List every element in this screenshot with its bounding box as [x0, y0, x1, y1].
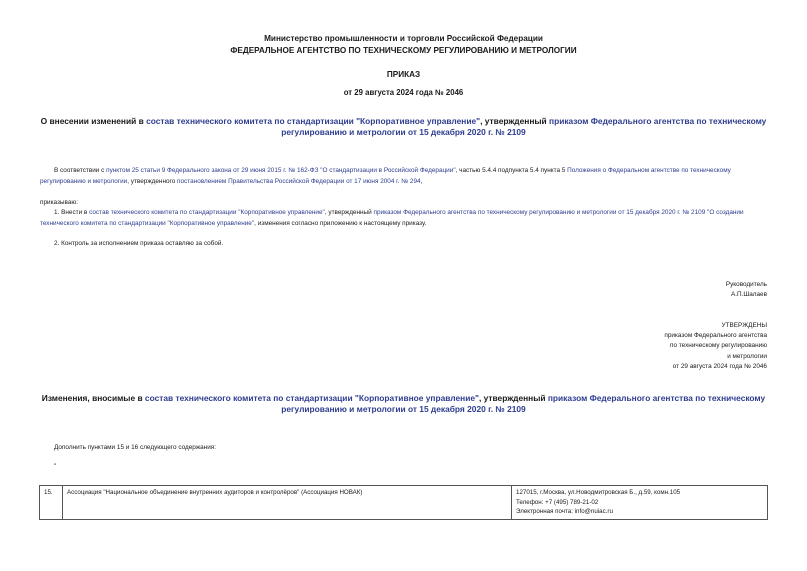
- item-1-text: , изменения согласно приложению к настоящему приказу.: [254, 219, 427, 227]
- appendix-title-text: Изменения, вносимые в: [41, 393, 145, 403]
- appendix-title: [40, 393, 767, 415]
- preamble-link-decree[interactable]: постановлением Правительства Российской Федерации от 17 июня 2004 г. № 294: [177, 177, 421, 185]
- item-1-text: , утвержденный: [324, 209, 374, 216]
- appendix-title-link-committee[interactable]: состав технического комитета по стандартизации "Корпоративное управление": [144, 393, 479, 403]
- appendix-title-text: , утвержденный: [478, 393, 548, 403]
- approval-line: по техническому регулированию: [670, 342, 767, 350]
- title-text: О внесении изменений в: [40, 116, 147, 126]
- quote-mark: ": [54, 463, 57, 470]
- approval-block: [664, 321, 767, 372]
- title-text: , утвержденный: [480, 116, 550, 126]
- ministry-name: Министерство промышленности и торговли Российской Федерации: [264, 34, 543, 43]
- preamble-paragraph: [40, 166, 770, 187]
- document-title: [40, 116, 767, 138]
- item-1-paragraph: [40, 208, 770, 229]
- signature-name: А.П.Шалаев: [730, 291, 767, 299]
- table-row: [40, 486, 768, 520]
- item-1-text: 1. Внести в: [54, 209, 90, 216]
- item-1-link-committee[interactable]: состав технического комитета по стандартизации "Корпоративное управление": [89, 209, 325, 216]
- approval-line: и метрологии: [727, 352, 767, 360]
- preamble-text: , частью 5.4.4 подпункта 5.4 пункта 5: [455, 167, 568, 174]
- preamble-link-regulation[interactable]: Положения о Федеральном агентстве по техническому регулированию и метрологии: [40, 167, 731, 185]
- preamble-text: , утвержденного: [127, 177, 178, 185]
- preamble-link-law[interactable]: пунктом 25 статьи 9 Федерального закона от 29 июня 2015 г. № 162-ФЗ "О стандартизации в Российской Федерации": [106, 167, 456, 174]
- title-link-committee[interactable]: состав технического комитета по стандартизации "Корпоративное управление": [146, 116, 481, 126]
- table-cell-contacts: [512, 486, 768, 520]
- signature-position: Руководитель: [725, 281, 767, 288]
- preamble-text: ,: [420, 177, 423, 185]
- table-cell-organization: Ассоциация "Национальное объединение внутренних аудиторов и контролёров" (Ассоциация НОВАК): [63, 486, 512, 520]
- approval-line: от 29 августа 2024 года № 2046: [672, 362, 767, 370]
- approval-line: приказом Федерального агентства: [664, 332, 767, 340]
- table-cell-number: 15.: [40, 486, 63, 520]
- supplement-text: Дополнить пунктами 15 и 16 следующего содержания:: [54, 444, 216, 451]
- item-2-paragraph: 2. Контроль за исполнением приказа оставляю за собой.: [54, 240, 224, 247]
- document-type: ПРИКАЗ: [386, 70, 421, 79]
- order-word: приказываю:: [40, 199, 78, 206]
- appendix-title-link-order[interactable]: приказом Федерального агентства по техническому регулированию и метрологии от 15 декабря 2020 г. № 2109: [281, 393, 766, 414]
- title-link-order[interactable]: приказом Федерального агентства по техническому регулированию и метрологии от 15 декабря 2020 г. № 2109: [281, 116, 767, 137]
- members-table: [39, 485, 768, 520]
- agency-name: ФЕДЕРАЛЬНОЕ АГЕНТСТВО ПО ТЕХНИЧЕСКОМУ РЕГУЛИРОВАНИЮ И МЕТРОЛОГИИ: [230, 46, 577, 55]
- contact-address: 127015, г.Москва, ул.Новодмитровская Б., д.59, комн.105: [516, 489, 681, 496]
- preamble-text: В соответствии с: [54, 167, 107, 174]
- approval-line: УТВЕРЖДЕНЫ: [721, 322, 767, 329]
- document-date: от 29 августа 2024 года № 2046: [343, 88, 464, 97]
- contact-phone: Телефон: +7 (495) 789-21-02: [516, 498, 599, 506]
- item-1-link-order[interactable]: приказом Федерального агентства по техническому регулированию и метрологии от 15 декабря 2020 г. № 2109 "О создании технического комитета по стандартизации "Корпоративное управление": [40, 209, 744, 227]
- signature-block: [726, 280, 767, 300]
- contact-email: Электронная почта: info@nuiac.ru: [516, 508, 613, 515]
